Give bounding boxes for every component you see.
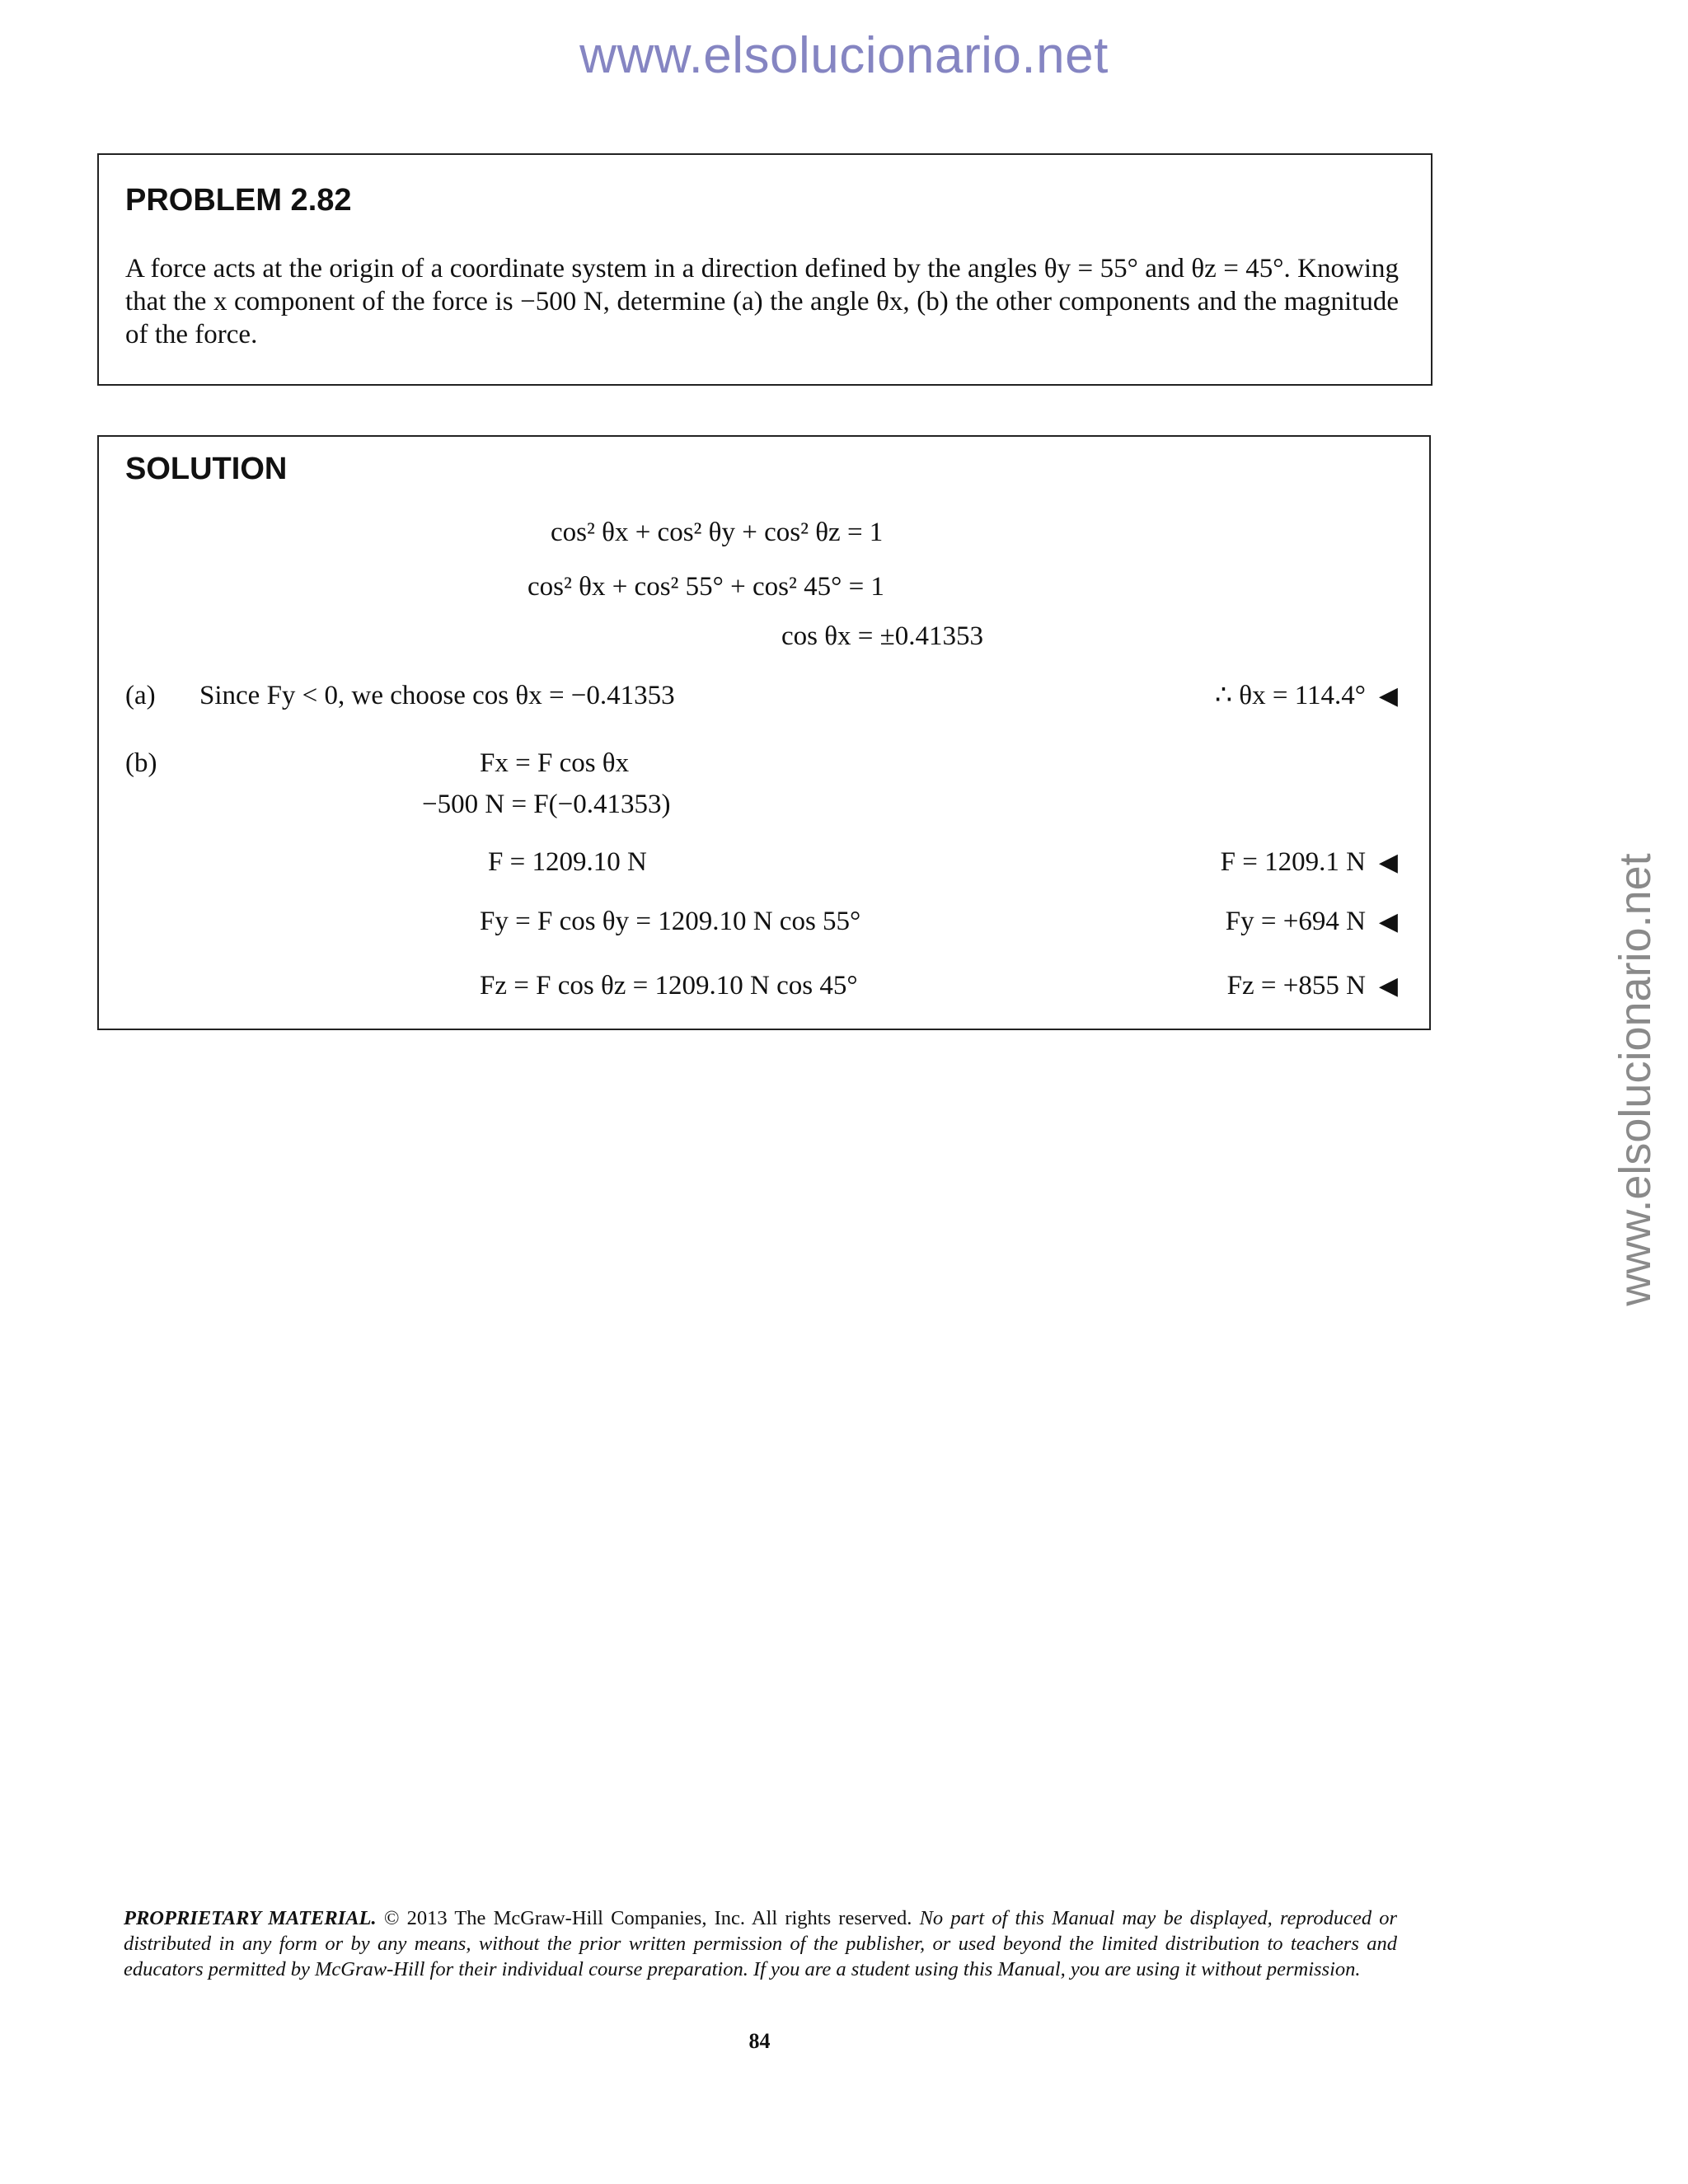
- footer-notice: No part of this Manual may be displayed, reproduced or distributed in any form or by any means, without the prior written permission of the publisher, or used beyond the limited distribution to teachers and educators permitted by McGraw-Hill for their individual course preparation. If you are a student using this Manual, you are using it without permission.: [124, 1907, 1398, 1980]
- equation-fy: Fy = F cos θy = 1209.10 N cos 55°: [480, 907, 861, 936]
- problem-statement: A force acts at the origin of a coordinate system in a direction defined by the angles θy = 55° and θz = 45°. Knowing that the x component of the force is −500 N, determine (a) the angle θx, (b) the other components and the magnitude of the force.: [125, 254, 1399, 349]
- answer-marker-icon: ◀: [1378, 682, 1398, 710]
- watermark-top: www.elsolucionario.net: [579, 27, 1109, 84]
- answer-f: [1221, 846, 1398, 879]
- footer-copyright: © 2013 The McGraw-Hill Companies, Inc. All rights reserved.: [383, 1907, 912, 1929]
- answer-fz: [1227, 969, 1398, 1003]
- answer-marker-icon: ◀: [1378, 849, 1398, 876]
- answer-theta-x: [1215, 679, 1398, 713]
- solution-title: SOLUTION: [125, 452, 288, 486]
- equation-direction-cosines: cos² θx + cos² θy + cos² θz = 1: [551, 518, 884, 547]
- watermark-side: www.elsolucionario.net: [1611, 853, 1660, 1306]
- answer-fy-value: Fy = +694 N: [1225, 907, 1366, 936]
- answer-f-value: F = 1209.1 N: [1220, 847, 1366, 877]
- answer-fy: [1226, 905, 1398, 939]
- part-a-label: (a): [125, 681, 156, 710]
- copyright-footer: [124, 1905, 1397, 1982]
- problem-box: [97, 153, 1432, 386]
- equation-substituted: cos² θx + cos² 55° + cos² 45° = 1: [528, 572, 884, 602]
- equation-fx-substituted: −500 N = F(−0.41353): [422, 790, 671, 819]
- equation-f-magnitude: F = 1209.10 N: [488, 847, 647, 877]
- equation-fx: Fx = F cos θx: [480, 748, 630, 778]
- answer-marker-icon: ◀: [1378, 908, 1398, 935]
- equation-cos-theta-x: cos θx = ±0.41353: [781, 621, 984, 651]
- footer-lead: PROPRIETARY MATERIAL.: [124, 1907, 377, 1929]
- answer-fz-value: Fz = +855 N: [1226, 971, 1366, 1001]
- page-number: 84: [748, 2029, 771, 2053]
- equation-fz: Fz = F cos θz = 1209.10 N cos 45°: [480, 971, 858, 1001]
- answer-theta-x-value: ∴ θx = 114.4°: [1215, 681, 1366, 710]
- part-b-label: (b): [125, 748, 157, 778]
- answer-marker-icon: ◀: [1378, 972, 1398, 1000]
- part-a-reasoning: Since Fy < 0, we choose cos θx = −0.41353: [199, 681, 675, 710]
- solution-box: [97, 435, 1431, 1030]
- problem-title: PROBLEM 2.82: [125, 183, 352, 218]
